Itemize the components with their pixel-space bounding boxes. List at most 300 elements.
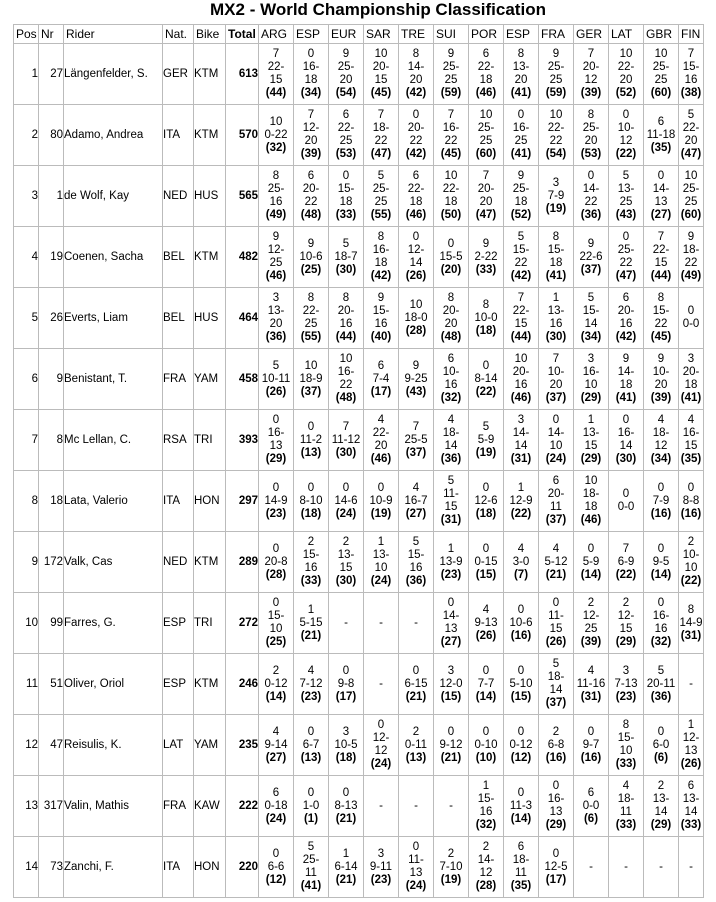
race-line: 20 — [549, 379, 563, 391]
race-line: 5 — [447, 475, 455, 487]
race-line: 15- — [407, 549, 425, 561]
race-line: 18 — [619, 379, 633, 391]
race-line: 25- — [302, 854, 320, 866]
race-line: - — [414, 616, 418, 629]
race-result-cell — [399, 471, 434, 532]
race-points: (21) — [405, 690, 427, 703]
race-result-cell — [259, 593, 294, 654]
header-race: LAT — [609, 25, 644, 44]
race-result-cell — [434, 44, 469, 105]
race-points: (47) — [615, 270, 637, 282]
race-line: 16- — [582, 366, 600, 378]
race-result-cell — [644, 44, 679, 105]
rider-pos: 6 — [14, 349, 39, 410]
race-line: 16 — [339, 318, 353, 330]
race-result-cell — [294, 227, 329, 288]
rider-bike: KTM — [194, 532, 226, 593]
race-points: (54) — [545, 148, 567, 160]
race-line: 13- — [652, 793, 670, 805]
race-line: 18- — [582, 488, 600, 500]
race-line: 25 — [374, 196, 388, 208]
race-points: (17) — [370, 385, 392, 398]
race-line: 12- — [682, 732, 700, 744]
race-line: 18 — [339, 196, 353, 208]
race-points: (26) — [545, 636, 567, 648]
race-result-cell — [609, 532, 644, 593]
race-line: 11 — [550, 501, 562, 513]
race-points: (47) — [680, 148, 702, 160]
race-result-cell — [364, 227, 399, 288]
race-line: 10 — [514, 353, 528, 365]
race-line: 5 — [342, 237, 350, 250]
race-line: 1 — [377, 536, 385, 548]
race-points: (21) — [335, 812, 357, 825]
race-line: 0 — [307, 48, 315, 60]
race-line: 16- — [652, 610, 670, 622]
race-result-cell — [679, 715, 704, 776]
race-line: 0 — [307, 725, 315, 738]
race-line: 9 — [482, 237, 490, 250]
race-points: (1) — [303, 812, 319, 825]
race-line: 0 — [587, 542, 595, 555]
race-line: - — [624, 860, 628, 873]
race-result-cell — [364, 837, 399, 898]
rider-nation: RSA — [163, 410, 194, 471]
race-line: 9 — [552, 48, 560, 60]
race-line: 22- — [512, 305, 530, 317]
race-line: 9-12 — [439, 738, 463, 751]
race-line: - — [689, 677, 693, 690]
race-line: 9-25 — [404, 372, 428, 385]
race-points: (35) — [510, 880, 532, 892]
race-line: 7-4 — [372, 372, 390, 385]
race-line: 12 — [479, 867, 493, 879]
race-line: 20 — [444, 318, 458, 330]
race-line: 0 — [272, 542, 280, 555]
race-line: 20- — [337, 305, 355, 317]
race-line: 15 — [654, 257, 668, 269]
race-line: 0 — [482, 542, 490, 555]
race-points: (17) — [545, 873, 567, 886]
race-line: 7 — [412, 420, 420, 433]
race-line: 10-6 — [299, 250, 323, 263]
race-result-cell — [399, 593, 434, 654]
race-line: 0 — [552, 780, 560, 792]
race-result-cell — [329, 166, 364, 227]
race-line: 25- — [547, 61, 565, 73]
race-line: 0 — [342, 481, 350, 494]
race-line: 5 — [307, 841, 315, 853]
race-result-cell — [679, 349, 704, 410]
race-points: (36) — [440, 453, 462, 465]
race-result-cell — [469, 532, 504, 593]
rider-bike: YAM — [194, 349, 226, 410]
race-line: 8 — [447, 292, 455, 304]
header-race: EUR — [329, 25, 364, 44]
race-line: 10-0 — [474, 311, 498, 324]
race-result-cell — [574, 105, 609, 166]
race-line: 22- — [337, 122, 355, 134]
race-result-cell — [434, 654, 469, 715]
race-points: (13) — [405, 751, 427, 764]
race-line: 13- — [512, 61, 530, 73]
race-line: 25- — [267, 183, 285, 195]
race-points: (33) — [615, 758, 637, 770]
race-line: 7-9 — [652, 494, 670, 507]
rider-name: Benistant, T. — [64, 349, 163, 410]
race-points: (20) — [440, 263, 462, 276]
race-line: 6 — [482, 48, 490, 60]
race-result-cell — [574, 471, 609, 532]
rider-pos: 8 — [14, 471, 39, 532]
race-result-cell — [329, 593, 364, 654]
rider-number: 73 — [39, 837, 64, 898]
race-line: 4 — [272, 725, 280, 738]
race-points: (23) — [370, 873, 392, 886]
race-line: 2 — [447, 847, 455, 860]
race-line: 18 — [409, 196, 423, 208]
race-line: 20- — [512, 366, 530, 378]
race-points: (19) — [440, 873, 462, 886]
race-points: (37) — [545, 514, 567, 526]
race-result-cell — [679, 593, 704, 654]
rider-name: Everts, Liam — [64, 288, 163, 349]
race-result-cell — [399, 776, 434, 837]
race-line: 10 — [339, 353, 353, 365]
race-points: (24) — [545, 453, 567, 465]
race-result-cell — [539, 776, 574, 837]
race-line: 0 — [412, 231, 420, 243]
race-points: (16) — [680, 507, 702, 520]
rider-total: 565 — [226, 166, 259, 227]
race-line: 12 — [654, 440, 668, 452]
race-line: 3-0 — [512, 555, 530, 568]
race-line: 22- — [477, 61, 495, 73]
race-line: 6 — [272, 786, 280, 799]
race-line: 20- — [372, 61, 390, 73]
race-line: 16- — [442, 122, 460, 134]
race-result-cell — [364, 410, 399, 471]
race-line: 0-15 — [474, 555, 498, 568]
race-line: 8-13 — [334, 799, 358, 812]
rider-bike: KAW — [194, 776, 226, 837]
race-line: 15- — [372, 305, 390, 317]
race-points: (30) — [335, 263, 357, 276]
race-result-cell — [679, 837, 704, 898]
race-line: 10 — [374, 48, 388, 60]
rider-name: Längenfelder, S. — [64, 44, 163, 105]
race-result-cell — [434, 166, 469, 227]
race-line: 0 — [552, 414, 560, 426]
race-points: (16) — [650, 507, 672, 520]
rider-name: Coenen, Sacha — [64, 227, 163, 288]
race-points: (30) — [545, 331, 567, 343]
race-points: (33) — [475, 263, 497, 276]
race-result-cell — [329, 105, 364, 166]
rider-name: Valin, Mathis — [64, 776, 163, 837]
race-line: 3 — [377, 847, 385, 860]
race-line: 0-0 — [617, 501, 635, 513]
race-points: (52) — [615, 87, 637, 99]
race-result-cell — [539, 410, 574, 471]
race-line: 4 — [587, 664, 595, 677]
race-line: 16 — [514, 379, 528, 391]
race-line: 11-3 — [509, 799, 533, 812]
race-line: 0 — [412, 841, 420, 853]
race-line: 14- — [547, 427, 565, 439]
race-result-cell — [434, 288, 469, 349]
race-result-cell — [644, 837, 679, 898]
rider-pos: 9 — [14, 532, 39, 593]
race-points: (31) — [440, 514, 462, 526]
race-line: 10-9 — [369, 494, 393, 507]
race-line: 9 — [517, 170, 525, 182]
race-result-cell — [294, 837, 329, 898]
race-result-cell — [294, 166, 329, 227]
race-points: (19) — [545, 202, 567, 215]
race-line: 15 — [549, 623, 563, 635]
race-result-cell — [679, 532, 704, 593]
race-line: 7 — [687, 48, 695, 60]
race-points: (24) — [370, 575, 392, 587]
race-result-cell — [399, 288, 434, 349]
race-points: (38) — [680, 87, 702, 99]
table-row — [14, 410, 704, 471]
race-line: 10-6 — [509, 616, 533, 629]
race-line: 2 — [552, 725, 560, 738]
rider-pos: 5 — [14, 288, 39, 349]
rider-bike: TRI — [194, 593, 226, 654]
race-line: 20 — [374, 440, 388, 452]
race-points: (18) — [335, 751, 357, 764]
race-line: 0 — [657, 542, 665, 555]
rider-total: 570 — [226, 105, 259, 166]
race-line: 13- — [337, 549, 355, 561]
header-bike: Bike — [194, 25, 226, 44]
rider-number: 26 — [39, 288, 64, 349]
race-points: (42) — [405, 148, 427, 160]
race-line: 13- — [267, 305, 285, 317]
race-points: (60) — [475, 148, 497, 160]
race-points: (28) — [475, 880, 497, 892]
race-line: 9-5 — [652, 555, 670, 568]
race-line: 12- — [617, 610, 635, 622]
race-line: 25 — [619, 196, 633, 208]
race-line: 7 — [447, 109, 455, 121]
race-result-cell — [294, 776, 329, 837]
race-points: (16) — [545, 751, 567, 764]
race-line: 12 — [374, 745, 388, 757]
rider-total: 235 — [226, 715, 259, 776]
race-line: 15-5 — [439, 250, 463, 263]
race-line: 20- — [582, 61, 600, 73]
race-line: 9 — [342, 48, 350, 60]
race-points: (27) — [265, 751, 287, 764]
race-points: (29) — [545, 819, 567, 831]
race-line: 0 — [307, 481, 315, 494]
race-result-cell — [539, 44, 574, 105]
race-points: (22) — [680, 575, 702, 587]
race-line: 10- — [442, 366, 460, 378]
race-points: (37) — [405, 446, 427, 459]
race-line: 1 — [687, 719, 695, 731]
race-line: 0 — [622, 414, 630, 426]
race-line: 0 — [342, 786, 350, 799]
race-result-cell — [574, 410, 609, 471]
race-line: 6 — [342, 109, 350, 121]
header-race: SAR — [364, 25, 399, 44]
race-points: (43) — [615, 209, 637, 221]
race-line: 6-8 — [547, 738, 565, 751]
table-row — [14, 288, 704, 349]
race-line: 25 — [584, 623, 598, 635]
race-points: (16) — [510, 629, 532, 642]
race-line: 10 — [619, 48, 633, 60]
race-line: 12-9 — [509, 494, 533, 507]
race-line: 6 — [307, 170, 315, 182]
race-result-cell — [504, 166, 539, 227]
race-points: (31) — [680, 629, 702, 642]
rider-total: 289 — [226, 532, 259, 593]
race-line: 7 — [342, 420, 350, 433]
race-line: 10- — [652, 366, 670, 378]
race-result-cell — [434, 349, 469, 410]
race-points: (50) — [440, 209, 462, 221]
race-result-cell — [679, 44, 704, 105]
header-row — [14, 25, 704, 44]
race-line: 11- — [443, 488, 459, 500]
race-points: (28) — [405, 324, 427, 337]
race-points: (29) — [615, 636, 637, 648]
race-line: 2 — [587, 597, 595, 609]
race-points: (22) — [475, 385, 497, 398]
race-line: 7 — [377, 109, 385, 121]
rider-pos: 10 — [14, 593, 39, 654]
race-line: 0-22 — [264, 128, 288, 141]
race-line: 5 — [657, 664, 665, 677]
race-points: (35) — [650, 141, 672, 154]
race-result-cell — [329, 288, 364, 349]
race-result-cell — [364, 715, 399, 776]
race-line: 25- — [617, 244, 635, 256]
race-result-cell — [259, 654, 294, 715]
race-points: (12) — [265, 873, 287, 886]
race-line: 10- — [617, 122, 635, 134]
race-points: (33) — [615, 819, 637, 831]
race-result-cell — [329, 776, 364, 837]
race-line: 14-9 — [679, 616, 703, 629]
race-result-cell — [679, 471, 704, 532]
race-line: 10 — [269, 623, 283, 635]
race-result-cell — [539, 715, 574, 776]
race-result-cell — [259, 288, 294, 349]
race-line: 3 — [622, 664, 630, 677]
race-line: 16- — [372, 244, 390, 256]
race-line: 9 — [587, 237, 595, 250]
race-line: 12-5 — [544, 860, 568, 873]
race-result-cell — [399, 410, 434, 471]
race-result-cell — [434, 532, 469, 593]
race-line: 15 — [619, 623, 633, 635]
race-line: 9-13 — [474, 616, 498, 629]
race-points: (45) — [440, 148, 462, 160]
race-points: (7) — [513, 568, 529, 581]
race-result-cell — [609, 227, 644, 288]
rider-number: 1 — [39, 166, 64, 227]
race-line: 20 — [304, 135, 318, 147]
race-line: 18 — [684, 379, 698, 391]
race-result-cell — [609, 837, 644, 898]
race-result-cell — [644, 105, 679, 166]
race-points: (21) — [545, 568, 567, 581]
race-line: 2 — [412, 725, 420, 738]
race-line: 20- — [617, 305, 635, 317]
race-line: 22- — [372, 427, 390, 439]
race-line: 18 — [304, 74, 318, 86]
race-line: 10- — [682, 549, 700, 561]
race-line: 10-5 — [334, 738, 358, 751]
table-row — [14, 837, 704, 898]
race-line: 5 — [482, 420, 490, 433]
race-line: 18- — [372, 122, 390, 134]
race-line: 14- — [652, 183, 670, 195]
table-row — [14, 227, 704, 288]
race-line: 22 — [444, 135, 458, 147]
race-line: 0-18 — [264, 799, 288, 812]
race-points: (42) — [370, 270, 392, 282]
race-result-cell — [504, 288, 539, 349]
race-line: 2 — [272, 664, 280, 677]
race-result-cell — [609, 471, 644, 532]
race-line: 18 — [514, 196, 528, 208]
race-result-cell — [329, 715, 364, 776]
race-points: (46) — [510, 392, 532, 404]
race-result-cell — [259, 715, 294, 776]
rider-total: 464 — [226, 288, 259, 349]
race-line: 25-5 — [404, 433, 428, 446]
race-result-cell — [539, 227, 574, 288]
race-result-cell — [609, 105, 644, 166]
race-line: 20-8 — [264, 555, 288, 568]
race-line: 18 — [479, 74, 493, 86]
race-line: 3 — [272, 292, 280, 304]
race-line: 1 — [482, 780, 490, 792]
table-row — [14, 166, 704, 227]
race-line: 8 — [272, 170, 280, 182]
race-line: 9 — [307, 237, 315, 250]
race-result-cell — [574, 288, 609, 349]
race-result-cell — [329, 837, 364, 898]
race-points: (6) — [653, 751, 669, 764]
rider-nation: ITA — [163, 471, 194, 532]
race-result-cell — [399, 532, 434, 593]
race-line: 22- — [267, 61, 285, 73]
race-result-cell — [504, 471, 539, 532]
race-points: (52) — [510, 209, 532, 221]
race-line: 16 — [444, 379, 458, 391]
race-line: 12- — [372, 732, 390, 744]
race-line: 0-12 — [264, 677, 288, 690]
race-line: 4 — [412, 481, 420, 494]
race-line: 25 — [339, 135, 353, 147]
race-line: 13- — [547, 305, 565, 317]
race-points: (15) — [510, 690, 532, 703]
race-result-cell — [259, 471, 294, 532]
race-points: (26) — [405, 270, 427, 282]
race-result-cell — [434, 715, 469, 776]
race-result-cell — [504, 837, 539, 898]
rider-nation: ITA — [163, 105, 194, 166]
